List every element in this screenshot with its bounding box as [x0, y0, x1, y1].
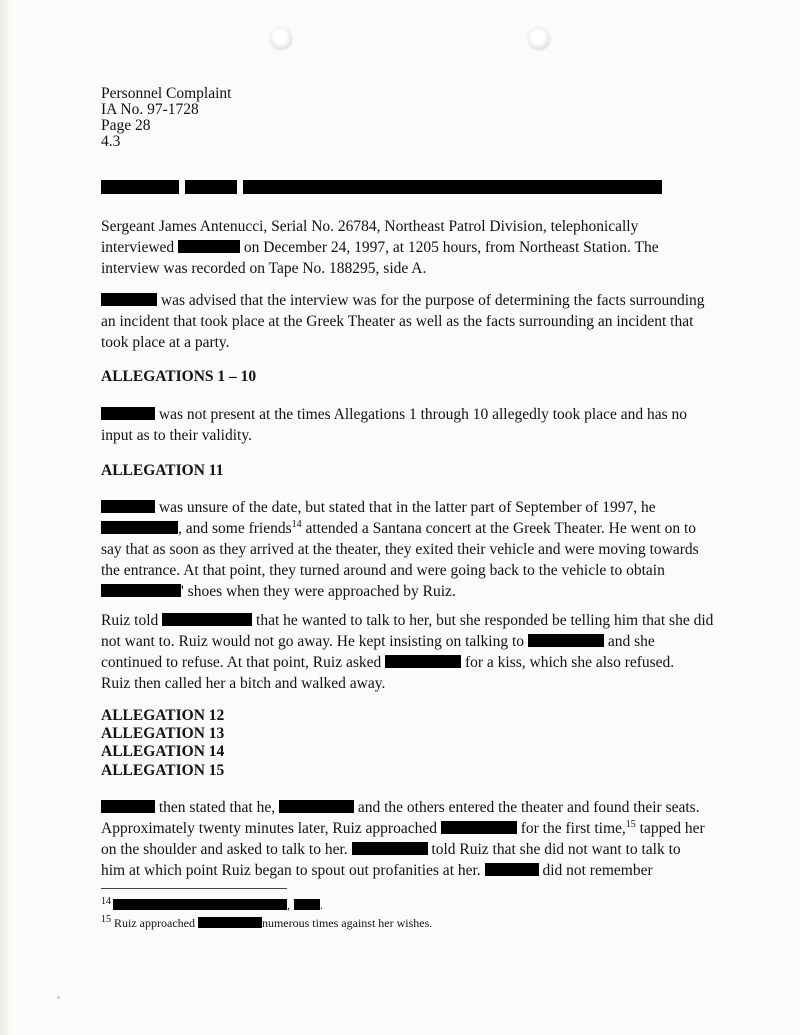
header-line-ia-number: IA No. 97-1728 [101, 101, 199, 118]
footnote-15 [101, 915, 432, 931]
text-line: Ruiz then called her a bitch and walked away. [101, 675, 386, 692]
redaction-bar [162, 613, 252, 626]
text-line [101, 610, 713, 631]
text-line [101, 631, 713, 652]
redaction-bar [198, 917, 262, 928]
text-span: and the others entered the theater and found their seats. [357, 799, 700, 816]
text-span: him at which point Ruiz began to spout out profanities at her. [101, 862, 481, 879]
text-line: interview was recorded on Tape No. 188295, side A. [101, 260, 427, 277]
redaction-bar [528, 634, 604, 647]
text-line [101, 290, 705, 311]
punch-hole-left [270, 28, 292, 50]
text-span: was not present at the times Allegations 1 through 10 allegedly took place and has no [158, 406, 688, 423]
text-span: , and some friends [178, 520, 292, 537]
text-span: tapped her [635, 820, 705, 837]
redaction-bar [178, 240, 240, 253]
text-line: say that as soon as they arrived at the theater, they exited their vehicle and were moving towards [101, 541, 699, 558]
text-line [101, 818, 705, 839]
paragraph-allegations-12-15 [101, 797, 705, 881]
paragraph-purpose [101, 290, 705, 353]
text-span: was unsure of the date, but stated that in the latter part of September of 1997, he [158, 499, 656, 516]
text-span: was advised that the interview was for the purpose of determining the facts surrounding [160, 292, 705, 309]
text-line [101, 497, 699, 518]
redaction-bar [294, 899, 320, 910]
footnote-ref-14: 14 [291, 518, 302, 530]
scan-edge-shadow [0, 0, 10, 1035]
text-span: attended a Santana concert at the Greek Theater. He went on to [301, 520, 697, 537]
text-span: , [287, 898, 290, 912]
text-line [101, 652, 713, 673]
paragraph-allegation-11 [101, 497, 699, 602]
text-line [101, 797, 705, 818]
text-line: an incident that took place at the Greek Theater as well as the facts surrounding an incident that [101, 313, 694, 330]
text-span: Ruiz approached [111, 916, 195, 930]
footnote-number: 14 [101, 896, 111, 907]
heading-allegation-13: ALLEGATION 13 [101, 725, 225, 742]
footnote-14 [101, 897, 323, 913]
redaction-bar [101, 407, 155, 420]
text-line: the entrance. At that point, they turned around and were going back to the vehicle to obtain [101, 562, 665, 579]
redaction-bar [101, 800, 155, 813]
redaction-bar [352, 842, 428, 855]
text-span: Ruiz told [101, 612, 159, 629]
text-span: on the shoulder and asked to talk to her. [101, 841, 348, 858]
text-span: did not remember [542, 862, 653, 879]
paragraph-allegations-1-10 [101, 404, 687, 446]
heading-allegation-11: ALLEGATION 11 [101, 462, 224, 479]
redaction-bar [101, 584, 181, 597]
paragraph-intro [101, 216, 659, 279]
footnote-rule [101, 888, 287, 889]
redaction-bar [279, 800, 354, 813]
redaction-bar [385, 655, 461, 668]
heading-allegations-1-10: ALLEGATIONS 1 – 10 [101, 368, 257, 385]
punch-hole-right [528, 28, 550, 50]
footnote-ref-15: 15 [625, 818, 636, 830]
heading-allegation-12: ALLEGATION 12 [101, 707, 225, 724]
text-line [101, 581, 699, 602]
redaction-bar [101, 500, 155, 513]
text-span: and she [607, 633, 655, 650]
text-line [101, 404, 687, 425]
text-span: on December 24, 1997, at 1205 hours, from Northeast Station. The [243, 239, 659, 256]
scan-speck [57, 996, 60, 999]
paragraph-ruiz [101, 610, 713, 694]
document-header [101, 86, 231, 150]
redaction-bar [485, 863, 539, 876]
text-span: interviewed [101, 239, 175, 256]
footnote-number: 15 [101, 914, 111, 925]
header-line-page: Page 28 [101, 117, 151, 134]
header-line-title: Personnel Complaint [101, 85, 232, 102]
heading-allegation-14: ALLEGATION 14 [101, 743, 225, 760]
text-line: took place at a party. [101, 334, 230, 351]
heading-allegation-15: ALLEGATION 15 [101, 762, 225, 779]
redacted-title-part-3 [243, 180, 662, 194]
header-line-section: 4.3 [101, 133, 121, 150]
redaction-bar [113, 899, 287, 910]
text-span: numerous times against her wishes. [261, 916, 433, 930]
redacted-title-part-1 [101, 180, 179, 194]
redaction-bar [441, 821, 517, 834]
text-span: ' shoes when they were approached by Ruiz. [181, 583, 456, 600]
text-span: continued to refuse. At that point, Ruiz asked [101, 654, 382, 671]
text-line [101, 237, 659, 258]
text-line [101, 860, 705, 881]
text-span: then stated that he, [158, 799, 276, 816]
text-line [101, 839, 705, 860]
text-line [101, 518, 699, 539]
text-span: Approximately twenty minutes later, Ruiz approached [101, 820, 437, 837]
text-line: Sergeant James Antenucci, Serial No. 26784, Northeast Patrol Division, telephonically [101, 218, 639, 235]
redaction-bar [101, 521, 178, 534]
text-span: for the first time, [520, 820, 626, 837]
text-span: not want to. Ruiz would not go away. He kept insisting on talking to [101, 633, 525, 650]
text-span: told Ruiz that she did not want to talk to [431, 841, 681, 858]
redacted-title-part-2 [185, 180, 237, 194]
redaction-bar [101, 293, 157, 306]
text-span: for a kiss, which she also refused. [464, 654, 675, 671]
text-span: . [320, 898, 323, 912]
text-line: input as to their validity. [101, 427, 252, 444]
text-span: that he wanted to talk to her, but she responded be telling him that she did [256, 612, 714, 629]
